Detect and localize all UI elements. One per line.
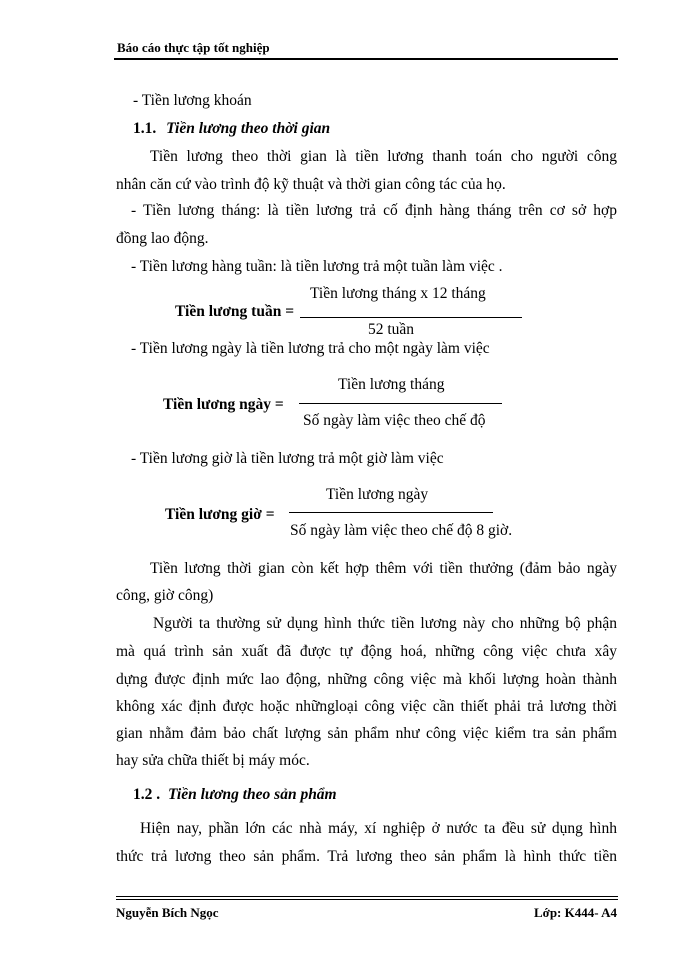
header-rule bbox=[114, 58, 618, 60]
formula-gio-numerator: Tiền lương ngày bbox=[326, 486, 429, 503]
paragraph-line: mà quá trình sản xuất đã được tự động hoá, những công việc chưa xây bbox=[116, 643, 617, 660]
section-1-1-heading bbox=[133, 120, 330, 138]
section-number: 1.2 . bbox=[133, 786, 161, 803]
formula-tuan-numerator: Tiền lương tháng x 12 tháng bbox=[310, 285, 486, 302]
paragraph-line: gian nhằm đảm bảo chất lượng sản phẩm như công việc kiểm tra sản phẩm bbox=[116, 725, 617, 742]
footer-rule bbox=[116, 896, 618, 897]
fraction-bar bbox=[299, 403, 502, 404]
section-title: Tiền lương theo thời gian bbox=[166, 120, 331, 137]
section-1-2-heading bbox=[133, 786, 337, 804]
footer-rule bbox=[116, 899, 618, 900]
page-header: Báo cáo thực tập tốt nghiệp bbox=[117, 40, 270, 55]
formula-ngay-denominator: Số ngày làm việc theo chế độ bbox=[303, 412, 486, 429]
paragraph-line: thức trả lương theo sản phẩm. Trả lương theo sản phẩm là hình thức tiền bbox=[116, 848, 617, 865]
paragraph-line: nhân căn cứ vào trình độ kỹ thuật và thời gian công tác của họ. bbox=[116, 176, 506, 193]
formula-gio-lhs: Tiền lương giờ = bbox=[165, 506, 275, 523]
section-title: Tiền lương theo sản phẩm bbox=[168, 786, 337, 803]
formula-ngay-numerator: Tiền lương tháng bbox=[338, 376, 445, 393]
bullet-luong-khoan: - Tiền lương khoán bbox=[133, 92, 252, 109]
bullet-gio: - Tiền lương giờ là tiền lương trả một giờ làm việc bbox=[131, 450, 444, 467]
bullet-line: - Tiền lương tháng: là tiền lương trả cố định hàng tháng trên cơ sở hợp bbox=[131, 202, 617, 219]
fraction-bar bbox=[289, 512, 493, 513]
paragraph-line: dựng được định mức lao động, những công việc mà khối lượng hoàn thành bbox=[116, 671, 617, 688]
paragraph-line: không xác định được hoặc nhữngloại công việc cần thiết phải trả lương thời bbox=[116, 698, 617, 715]
paragraph-line: hay sửa chữa thiết bị máy móc. bbox=[116, 752, 310, 769]
bullet-ngay: - Tiền lương ngày là tiền lương trả cho một ngày làm việc bbox=[131, 340, 490, 357]
footer-class: Lớp: K444- A4 bbox=[533, 905, 617, 920]
footer-author: Nguyễn Bích Ngọc bbox=[116, 905, 219, 920]
bullet-line: đồng lao động. bbox=[116, 230, 209, 247]
paragraph-line: Tiền lương theo thời gian là tiền lương thanh toán cho người công bbox=[150, 148, 617, 165]
formula-tuan-denominator: 52 tuần bbox=[368, 321, 415, 338]
formula-ngay-lhs: Tiền lương ngày = bbox=[163, 396, 284, 413]
formula-tuan-lhs: Tiền lương tuần = bbox=[175, 303, 295, 320]
fraction-bar bbox=[300, 317, 522, 318]
formula-gio-denominator: Số ngày làm việc theo chế độ 8 giờ. bbox=[290, 522, 513, 539]
paragraph-line: công, giờ công) bbox=[116, 587, 214, 604]
section-number: 1.1. bbox=[133, 120, 157, 137]
paragraph-line: Tiền lương thời gian còn kết hợp thêm với tiền thưởng (đảm bảo ngày bbox=[150, 560, 617, 577]
bullet-tuan: - Tiền lương hàng tuần: là tiền lương trả một tuần làm việc . bbox=[131, 258, 503, 275]
paragraph-line: Hiện nay, phần lớn các nhà máy, xí nghiệp ở nước ta đều sử dụng hình bbox=[140, 820, 617, 837]
paragraph-line: Người ta thường sử dụng hình thức tiền lương này cho những bộ phận bbox=[153, 615, 617, 632]
